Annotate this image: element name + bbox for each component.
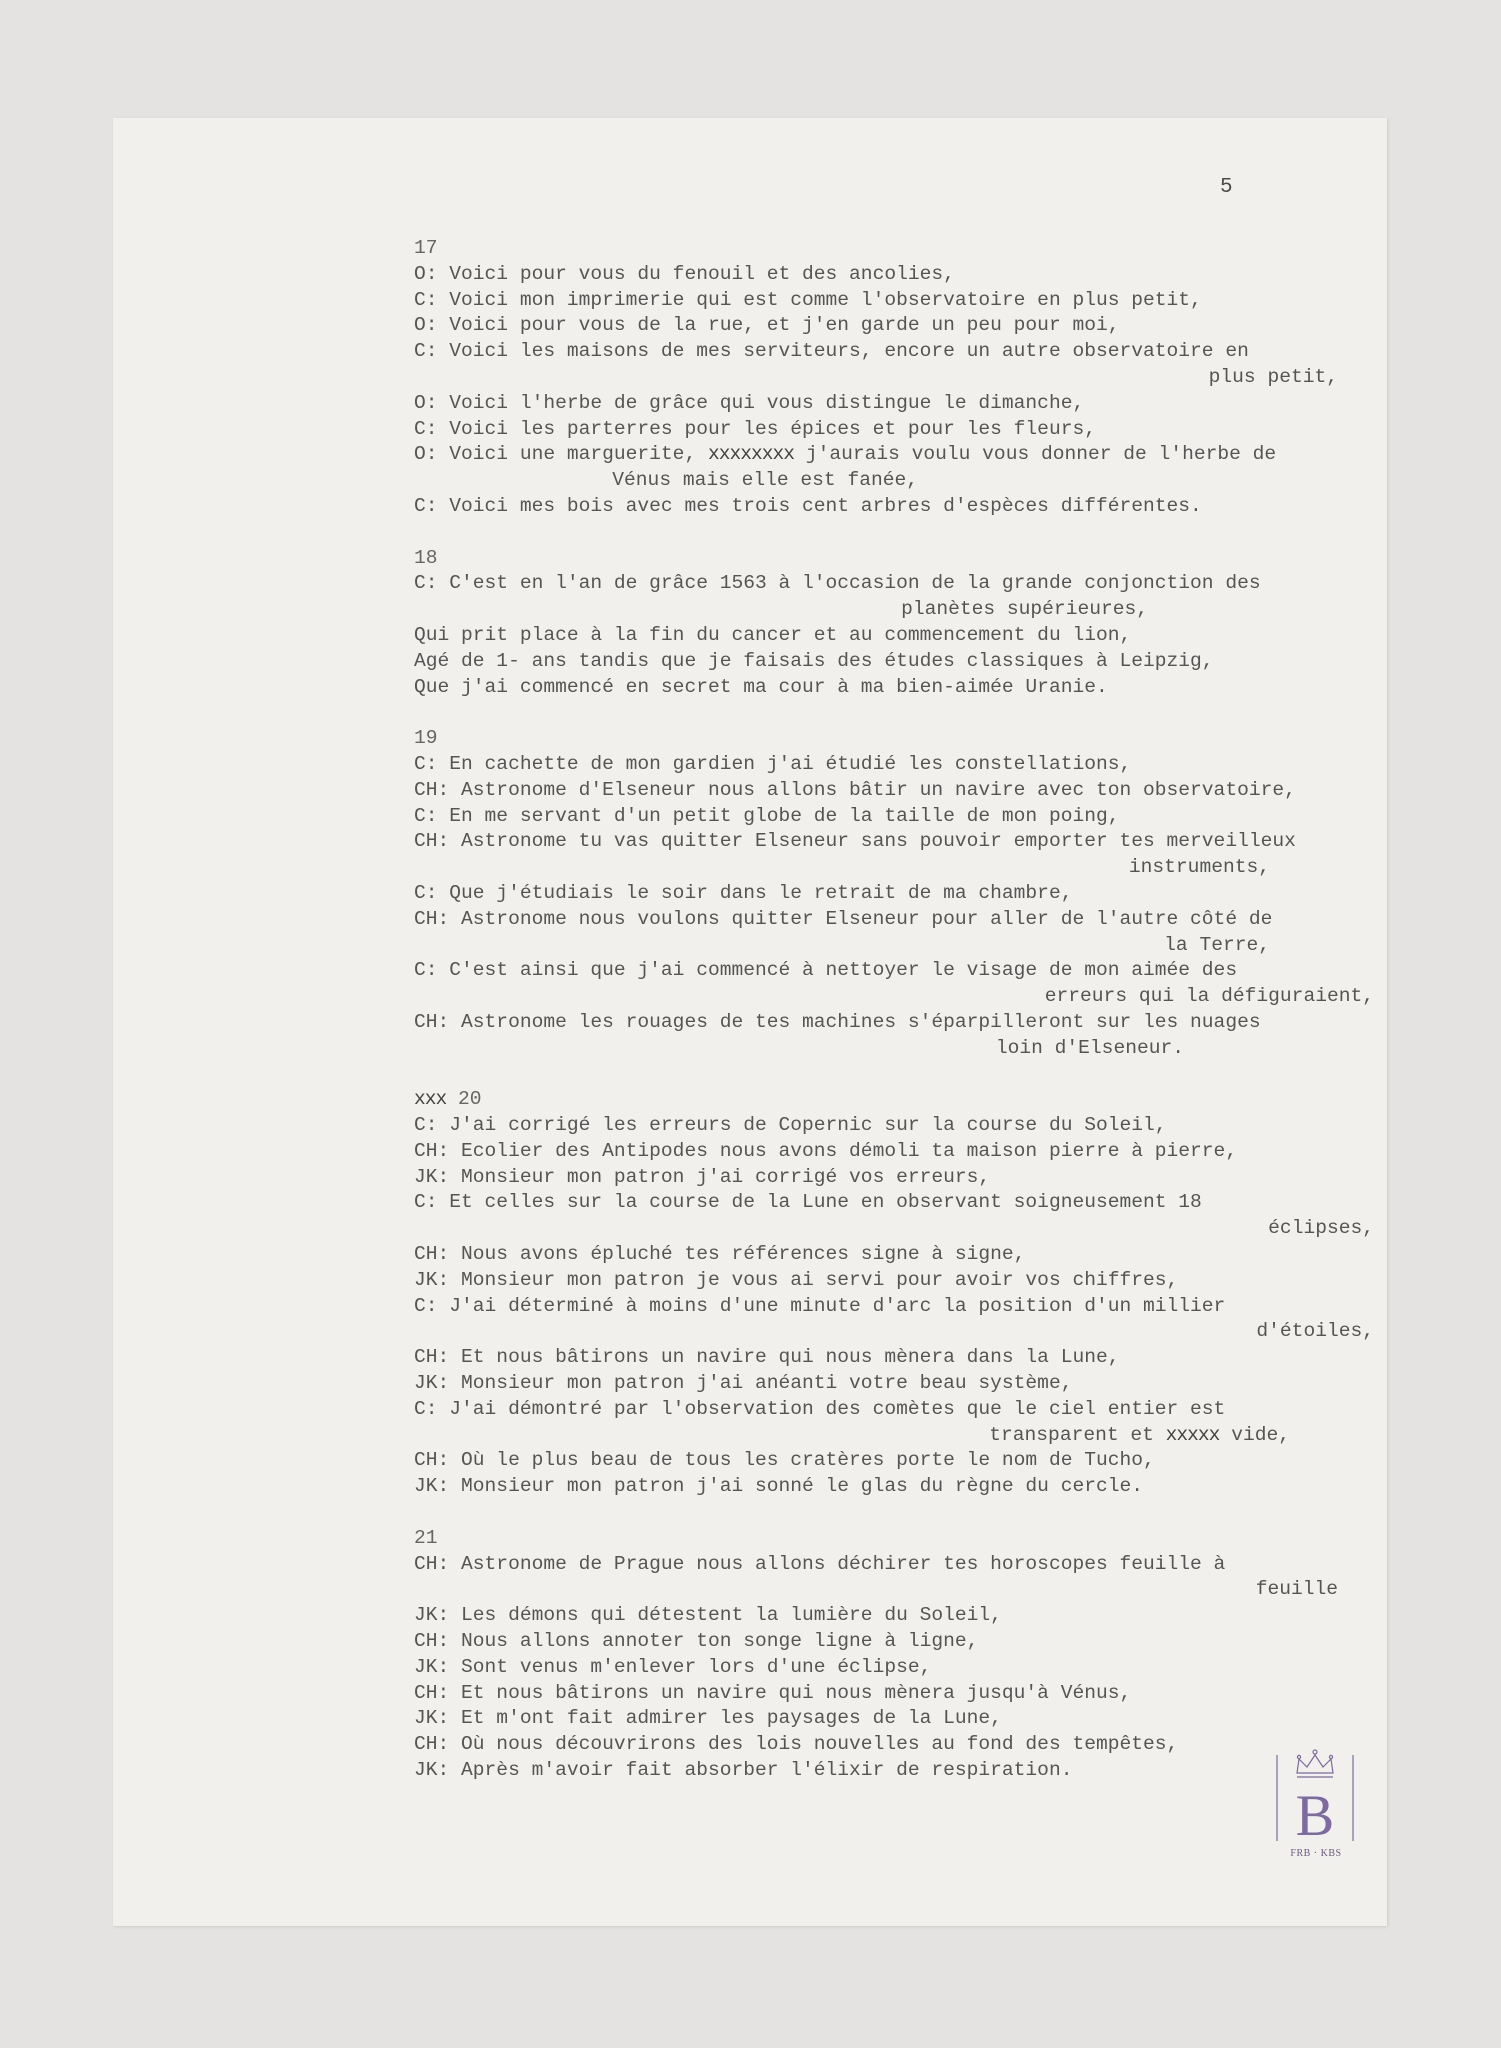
line-text: CH: Astronome nous voulons quitter Elseneur pour aller de l'autre côté de <box>414 907 1273 930</box>
verse-line-continuation <box>414 855 1374 881</box>
line-text: CH: Nous allons annoter ton songe ligne à ligne, <box>414 1630 979 1653</box>
struck-out-text: xxxxxxxx <box>707 443 795 466</box>
section-gap <box>414 700 1374 726</box>
line-text: JK: Sont venus m'enlever lors d'une éclipse, <box>414 1655 932 1678</box>
verse-line <box>414 623 1374 649</box>
verse-line <box>414 1758 1374 1784</box>
stanza-number-value: 19 <box>414 727 438 750</box>
line-text: C: J'ai corrigé les erreurs de Copernic sur la course du Soleil, <box>414 1114 1167 1137</box>
line-text: CH: Ecolier des Antipodes nous avons démoli ta maison pierre à pierre, <box>414 1139 1238 1162</box>
section-gap <box>414 520 1374 546</box>
verse-line <box>414 262 1374 288</box>
line-text: O: Voici l'herbe de grâce qui vous distingue le dimanche, <box>414 391 1085 414</box>
line-text: O: Voici pour vous du fenouil et des ancolies, <box>414 262 955 285</box>
verse-line <box>414 1448 1374 1474</box>
verse-line <box>414 391 1374 417</box>
struck-out-text: xxx <box>414 1088 447 1111</box>
stanza-number <box>414 726 1374 752</box>
stanza-number-value: 20 <box>458 1088 482 1111</box>
line-text: planètes supérieures, <box>901 598 1148 621</box>
stanza-number-value: 17 <box>414 237 438 259</box>
line-text: C: Voici mon imprimerie qui est comme l'observatoire en plus petit, <box>414 288 1202 311</box>
verse-line <box>414 1190 1374 1216</box>
verse-line-continuation <box>414 597 1374 623</box>
line-text: C: En cachette de mon gardien j'ai étudié les constellations, <box>414 752 1132 775</box>
verse-line <box>414 1345 1374 1371</box>
stanza-number <box>414 1087 1374 1113</box>
verse-line <box>414 675 1374 701</box>
verse-line <box>414 417 1374 443</box>
line-text: JK: Monsieur mon patron je vous ai servi pour avoir vos chiffres, <box>414 1268 1179 1291</box>
line-text: d'étoiles, <box>1256 1320 1374 1343</box>
line-text: C: Voici les maisons de mes serviteurs, encore un autre observatoire en <box>414 340 1249 363</box>
line-text: CH: Astronome d'Elseneur nous allons bâtir un navire avec ton observatoire, <box>414 778 1296 801</box>
stanza-19 <box>414 726 1374 1061</box>
verse-line <box>414 313 1374 339</box>
verse-line <box>414 1371 1374 1397</box>
verse-line <box>414 1629 1374 1655</box>
verse-line <box>414 1010 1374 1036</box>
verse-line <box>414 1603 1374 1629</box>
foundation-seal <box>1275 1745 1355 1845</box>
line-text: la Terre, <box>1164 933 1270 956</box>
verse-line <box>414 288 1374 314</box>
verse-line <box>414 1268 1374 1294</box>
stanza-number <box>414 546 1374 572</box>
stanza-20 <box>414 1087 1374 1500</box>
verse-line-continuation <box>414 1036 1374 1062</box>
line-text: erreurs qui la défiguraient, <box>1044 985 1374 1008</box>
stanza-number-value: 18 <box>414 546 438 569</box>
stanza-21 <box>414 1526 1374 1784</box>
line-text: C: Voici les parterres pour les épices et pour les fleurs, <box>414 417 1096 440</box>
verse-line <box>414 1242 1374 1268</box>
line-text: plus petit, <box>1208 365 1338 388</box>
verse-line <box>414 1552 1374 1578</box>
seal-caption: FRB · KBS <box>1290 1848 1342 1859</box>
line-text: transparent et <box>989 1423 1166 1446</box>
line-text: CH: Où nous découvrirons des lois nouvelles au fond des tempêtes, <box>414 1733 1179 1756</box>
verse-line <box>414 649 1374 675</box>
verse-line <box>414 1474 1374 1500</box>
line-text-after: vide, <box>1219 1423 1290 1446</box>
verse-line <box>414 494 1374 520</box>
verse-line <box>414 778 1374 804</box>
line-text: instruments, <box>1128 856 1270 879</box>
verse-line <box>414 1113 1374 1139</box>
line-text: O: Voici pour vous de la rue, et j'en garde un peu pour moi, <box>414 314 1120 337</box>
line-text: JK: Monsieur mon patron j'ai corrigé vos erreurs, <box>414 1165 991 1188</box>
verse-line-continuation <box>414 1216 1374 1242</box>
line-text: JK: Et m'ont fait admirer les paysages de la Lune, <box>414 1707 1002 1730</box>
line-text: C: J'ai démontré par l'observation des comètes que le ciel entier est <box>414 1397 1226 1420</box>
verse-line <box>414 1294 1374 1320</box>
stanza-number <box>414 1526 1374 1552</box>
section-gap <box>414 1500 1374 1526</box>
verse-line-continuation <box>414 1319 1374 1345</box>
verse-line <box>414 442 1374 468</box>
verse-line <box>414 907 1374 933</box>
verse-line <box>414 1397 1374 1423</box>
verse-line <box>414 881 1374 907</box>
line-text: O: Voici une marguerite, <box>414 443 708 466</box>
line-text: éclipses, <box>1268 1217 1374 1240</box>
verse-line <box>414 1139 1374 1165</box>
verse-line-continuation <box>414 984 1374 1010</box>
verse-line-continuation <box>414 1577 1374 1603</box>
verse-line <box>414 958 1374 984</box>
struck-out-text: xxxxx <box>1165 1423 1220 1446</box>
verse-line <box>414 1655 1374 1681</box>
section-gap <box>414 1062 1374 1088</box>
line-text: feuille <box>1255 1578 1338 1601</box>
line-text: CH: Où le plus beau de tous les cratères porte le nom de Tucho, <box>414 1449 1155 1472</box>
verse-line <box>414 752 1374 778</box>
line-text: Vénus mais elle est fanée, <box>612 469 918 492</box>
line-text: Qui prit place à la fin du cancer et au commencement du lion, <box>414 623 1132 646</box>
line-text: JK: Après m'avoir fait absorber l'élixir de respiration. <box>414 1759 1073 1782</box>
line-text: CH: Et nous bâtirons un navire qui nous mènera jusqu'à Vénus, <box>414 1681 1132 1704</box>
line-text: JK: Monsieur mon patron j'ai sonné le glas du règne du cercle. <box>414 1475 1144 1498</box>
verse-line-continuation <box>414 365 1374 391</box>
line-text: CH: Astronome tu vas quitter Elseneur sans pouvoir emporter tes merveilleux <box>414 830 1296 853</box>
line-text: C: Que j'étudiais le soir dans le retrait de ma chambre, <box>414 881 1073 904</box>
typewritten-text <box>414 236 1374 1784</box>
line-text: C: Et celles sur la course de la Lune en observant soigneusement 18 <box>414 1191 1202 1214</box>
verse-line <box>414 1681 1374 1707</box>
verse-line <box>414 1732 1374 1758</box>
stanza-number <box>414 236 1374 262</box>
stanza-number-value: 21 <box>414 1526 438 1549</box>
line-text: CH: Astronome de Prague nous allons déchirer tes horoscopes feuille à <box>414 1552 1226 1575</box>
line-text: JK: Monsieur mon patron j'ai anéanti votre beau système, <box>414 1372 1073 1395</box>
line-text: CH: Et nous bâtirons un navire qui nous mènera dans la Lune, <box>414 1346 1120 1369</box>
stanza-18 <box>414 546 1374 701</box>
line-text: C: C'est ainsi que j'ai commencé à nettoyer le visage de mon aimée des <box>414 959 1238 982</box>
verse-line <box>414 571 1374 597</box>
verse-line-continuation <box>414 933 1374 959</box>
line-text: C: En me servant d'un petit globe de la taille de mon poing, <box>414 804 1120 827</box>
line-text: CH: Nous avons épluché tes références signe à signe, <box>414 1243 1026 1266</box>
page-number: 5 <box>1220 176 1233 199</box>
line-text: loin d'Elseneur. <box>995 1036 1184 1059</box>
line-text: Que j'ai commencé en secret ma cour à ma bien-aimée Uranie. <box>414 675 1108 698</box>
stanza-17 <box>414 236 1374 520</box>
verse-line <box>414 1165 1374 1191</box>
verse-line-continuation <box>414 468 1374 494</box>
line-text: C: Voici mes bois avec mes trois cent arbres d'espèces différentes. <box>414 494 1202 517</box>
line-text: C: C'est en l'an de grâce 1563 à l'occasion de la grande conjonction des <box>414 572 1261 595</box>
verse-line <box>414 1706 1374 1732</box>
line-text: JK: Les démons qui détestent la lumière du Soleil, <box>414 1604 1002 1627</box>
verse-line-continuation <box>414 1423 1374 1449</box>
line-text: CH: Astronome les rouages de tes machines s'éparpilleront sur les nuages <box>414 1010 1261 1033</box>
seal-letter: B <box>1295 1783 1335 1845</box>
line-text: Agé de 1- ans tandis que je faisais des études classiques à Leipzig, <box>414 649 1214 672</box>
line-text-after: j'aurais voulu vous donner de l'herbe de <box>794 443 1277 466</box>
verse-line <box>414 804 1374 830</box>
verse-line <box>414 339 1374 365</box>
line-text: C: J'ai déterminé à moins d'une minute d'arc la position d'un millier <box>414 1294 1226 1317</box>
verse-line <box>414 829 1374 855</box>
